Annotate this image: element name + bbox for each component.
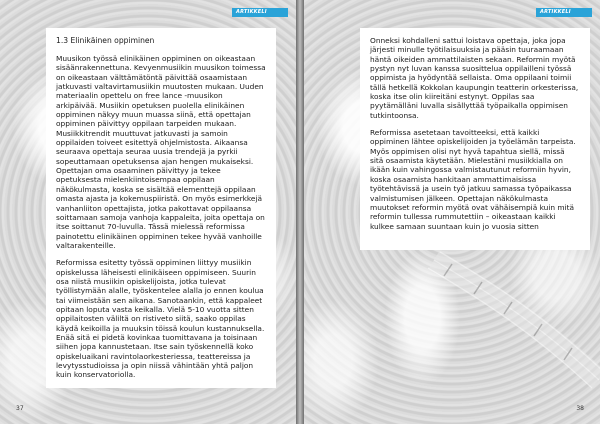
left-page: [0, 0, 296, 424]
article-tag: ARTIKKELI: [232, 8, 288, 17]
article-text-box: [360, 28, 590, 250]
paragraph: Reformissa esitetty työssä oppiminen liittyy musiikin opiskelussa läheisesti elinikäiseen oppimiseen. Suurin osa niistä musiikin opiskelijoista, jotka tulevat työllistymään alalle, työskentelee alalla jo ennen koulua tai viimeistään sen aikana. Sanotaankin, että kappaleet opitaan loputa vasta keikalla. Vielä 5-10 vuotta sitten oppilaitosten väliltä on ristiveto siitä, saako oppilas käydä keikoilla ja muuksin töissä koulun kustannuksella. Enää sitä ei pidetä kovinkaa tuomittavana ja toisinaan siihen jopa kannustetaan. Itse sain työskennellä koko opiskeluaikani ravintolaorkesteriessa, teattereissa ja levytysstudioissa ja opin niissä vähintään yhtä paljon kuin konservatoriolla.: [56, 258, 265, 380]
paragraph: Onneksi kohdalleni sattui loistava opettaja, joka jopa järjesti minulle työtilaisuuksia ja pääsin tuuraamaan häntä oikeiden ammattilaisten sekaan. Reformin myötä pystyn nyt luvan kanssa suosittelua oppilailleni työssä oppimista ja hyödyntää sellaista. Oma oppilaani toimii tällä hetkellä Kokkolan kaupungin teatterin orkesterissa, koska itse olin kiireitäni estynyt. Oppilas saa pyytämälläni luvalla sisällyttää työpaikalla oppimisen tutkintoonsa.: [370, 36, 579, 120]
article-text-box: [46, 28, 276, 388]
guitar-neck-illustration: [424, 250, 600, 390]
paragraph: Reformissa asetetaan tavoitteeksi, että kaikki oppiminen lähtee opiskelijoiden ja työelämän tarpeista. Myös oppimisen olisi nyt hyvä tapahtua siellä, missä sitä osaamista käytetään. Mielestäni musiikkialla on ikään kuin vahingossa valmistautunut reformiin hyvin, koska osaamista hankitaan ammattimaisissa työtehtävissä ja usein työ jatkuu samassa työpaikassa valmistumisen jälkeen. Opettajan näkökulmasta muutokset reformin myötä ovat vähäisempiä kuin mitä reformin tullessa rummutettiin – oikeastaan kaikki kulkee samaan suuntaan kuin jo vuosia sitten: [370, 128, 576, 231]
article-tag: ARTIKKELI: [536, 8, 592, 17]
book-spine: [296, 0, 304, 424]
page-number: 38: [576, 405, 584, 412]
paragraph: Muusikon työssä elinikäinen oppiminen on oikeastaan sisäänrakennettuna. Kevyenmusiikin muusikon toimessa on oikeastaan välttämätöntä päivittää osaamistaan jatkuvasti valtavirtamusiikin muutosten mukaan. Uuden materiaalin opettelu on free lance -muusikon arkipäivää. Musiikin opetuksen puolella elinikäinen oppiminen näkyy muun muassa siinä, että opettajan oppiminen päivittyy oppilaan tarpeiden mukaan. Musiikkitrendit muuttuvat jatkuvasti ja samoin oppilaiden toiveet esitettyä ohjelmistosta. Aikaansa seuraava opettaja seuraa uusia trendejä ja pyrkii sopeuttamaan opetuksensa ajan hengen mukaiseksi. Opettajan oma osaaminen päivittyy ja tekee opetuksesta mielenkiintoisempaa oppilaan näkökulmasta, koska se sisältää elementtejä oppilaan omasta ajasta ja kokemuspiiristä. On myös esimerkkejä vanhanliiton opettajista, jotka pakottavat oppilaansa soittamaan samoja vanhoja kappaleita, joita opettaja on itse soittanut 70-luvulla. Tässä mielessä reformissa painotettu elinikäinen oppiminen tekee hyvää vanhoille valtarakenteille.: [56, 54, 266, 250]
right-page: [304, 0, 600, 424]
section-heading: 1.3 Elinikäinen oppiminen: [56, 36, 155, 45]
page-number: 37: [16, 405, 24, 412]
